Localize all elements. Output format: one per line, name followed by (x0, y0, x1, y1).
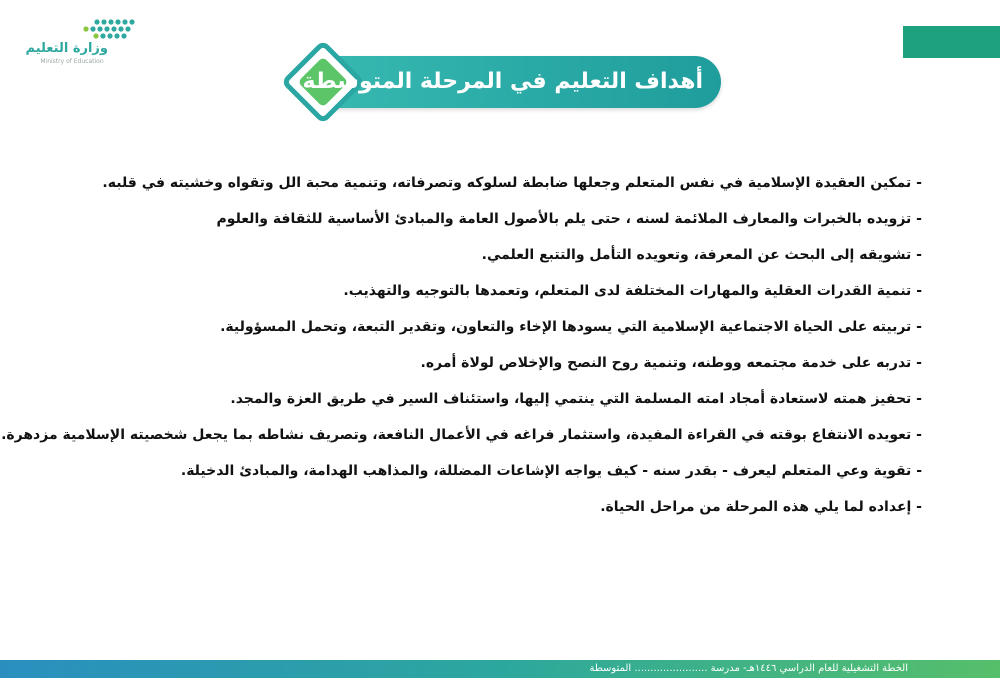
footer-text: الخطة التشغيلية للعام الدراسي ١٤٤٦هـ- مدرسة ....................... المتوسطة (589, 663, 908, 674)
goals-list (1, 168, 922, 528)
corner-accent-bar (903, 26, 1000, 58)
logo-text: وزارة التعليم (25, 41, 108, 56)
goal-item: - تمكين العقيدة الإسلامية في نفس المتعلم وجعلها ضابطة لسلوكه وتصرفاته، وتنمية محبة الل وتقواه وخشيته في قلبه. (102, 175, 922, 191)
goal-item: - تربيته على الحياة الاجتماعية الإسلامية التي يسودها الإخاء والتعاون، وتقدير التبعة، وتحمل المسؤولية. (220, 319, 922, 335)
footer-bar (0, 660, 1000, 678)
goal-item: - تحفيز همته لاستعادة أمجاد امته المسلمة التي ينتمي إليها، واستئناف السير في طريق العزة والمجد. (230, 391, 922, 407)
goal-item: - تزويده بالخبرات والمعارف الملائمة لسنه ، حتى يلم بالأصول العامة والمبادئ الأساسية للثقافة والعلوم (216, 211, 922, 227)
logo-dots-icon (72, 18, 136, 40)
goal-item: - تدربه على خدمة مجتمعه ووطنه، وتنمية روح النصح والإخلاص لولاة أمره. (420, 355, 922, 371)
goal-item: - تشويقه إلى البحث عن المعرفة، وتعويده التأمل والتتبع العلمي. (481, 247, 922, 263)
goal-item: - تعويده الانتفاع بوقته في القراءة المفيدة، واستثمار فراغه في الأعمال النافعة، وتصريف نشاطه بما يجعل شخصيته الإسلامية مزدهرة. (1, 427, 922, 443)
logo-subtext: Ministry of Education (40, 58, 104, 65)
page-title: أهداف التعليم في المرحلة المتوسطة (302, 69, 703, 94)
title-banner (283, 48, 723, 120)
goal-item: - إعداده لما يلي هذه المرحلة من مراحل الحياة. (600, 499, 922, 515)
ministry-logo (25, 18, 146, 70)
goal-item: - تنمية القدرات العقلية والمهارات المختلفة لدى المتعلم، وتعمدها بالتوجيه والتهذيب. (343, 283, 922, 299)
goal-item: - تقوية وعي المتعلم ليعرف - بقدر سنه - كيف يواجه الإشاعات المضللة، والمذاهب الهدامة، والمبادئ الدخيلة. (180, 463, 922, 479)
